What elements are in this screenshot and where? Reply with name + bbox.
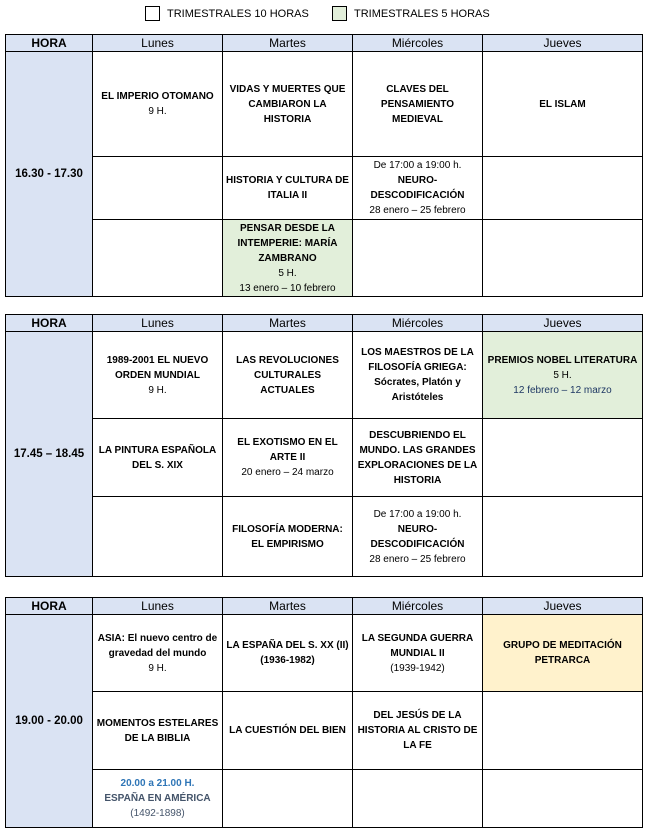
course-title: EL IMPERIO OTOMANO — [101, 91, 214, 102]
schedule-block-3 — [5, 597, 643, 828]
course-title: NEURO-DESCODIFICACIÓN — [370, 523, 465, 550]
header-jueves: Jueves — [483, 315, 643, 332]
legend-label-10h: TRIMESTRALES 10 HORAS — [167, 7, 309, 20]
course-cell — [353, 615, 483, 692]
table-row — [6, 220, 643, 297]
schedule-block-1 — [5, 34, 643, 297]
course-title: NEURO-DESCODIFICACIÓN — [370, 175, 465, 201]
course-title: LOS MAESTROS DE LA FILOSOFÍA GRIEGA: Sócrates, Platón y Aristóteles — [361, 347, 474, 403]
course-title: ESPAÑA EN AMÉRICA — [104, 793, 211, 804]
header-hora: HORA — [6, 35, 93, 52]
course-cell — [353, 52, 483, 157]
header-hora: HORA — [6, 315, 93, 332]
course-cell — [93, 770, 223, 828]
course-cell — [483, 615, 643, 692]
header-lunes: Lunes — [93, 35, 223, 52]
course-title: CLAVES DEL PENSAMIENTO MEDIEVAL — [380, 83, 455, 125]
course-title: LA CUESTIÓN DEL BIEN — [229, 725, 346, 736]
table-row — [6, 692, 643, 770]
empty-cell — [93, 497, 223, 577]
course-dates: 28 enero – 25 febrero — [369, 205, 466, 216]
empty-cell — [483, 692, 643, 770]
empty-cell — [353, 770, 483, 828]
course-title: HISTORIA Y CULTURA DE ITALIA II — [226, 175, 349, 201]
course-hours: 5 H. — [553, 369, 572, 381]
header-jueves: Jueves — [483, 598, 643, 615]
header-miercoles: Miércoles — [353, 35, 483, 52]
legend-swatch-white — [145, 6, 160, 21]
header-row — [6, 35, 643, 52]
course-title: 1989-2001 EL NUEVO ORDEN MUNDIAL — [106, 354, 209, 381]
course-cell — [223, 157, 353, 220]
course-cell — [483, 332, 643, 419]
course-cell — [93, 419, 223, 497]
course-cell — [353, 497, 483, 577]
table-row — [6, 770, 643, 828]
course-title: EL EXOTISMO EN EL ARTE II — [237, 437, 338, 463]
schedule-block-2 — [5, 314, 643, 577]
course-hours: 9 H. — [148, 106, 167, 117]
course-title: ASIA: El nuevo centro de gravedad del mundo — [97, 632, 218, 659]
course-title: MOMENTOS ESTELARES DE LA BIBLIA — [96, 717, 219, 744]
course-cell — [223, 220, 353, 297]
course-years: (1939-1942) — [390, 662, 445, 674]
course-title: LA ESPAÑA DEL S. XX (II) (1936-1982) — [226, 640, 349, 666]
empty-cell — [223, 770, 353, 828]
course-cell — [223, 615, 353, 692]
header-lunes: Lunes — [93, 598, 223, 615]
header-martes: Martes — [223, 315, 353, 332]
legend-label-5h: TRIMESTRALES 5 HORAS — [354, 7, 490, 20]
header-miercoles: Miércoles — [353, 315, 483, 332]
empty-cell — [483, 770, 643, 828]
course-cell — [353, 157, 483, 220]
course-cell — [223, 692, 353, 770]
legend-item-10h — [145, 6, 309, 21]
course-title: FILOSOFÍA MODERNA: EL EMPIRISMO — [232, 523, 343, 550]
course-cell — [483, 52, 643, 157]
course-title: PENSAR DESDE LA INTEMPERIE: MARÍA ZAMBRANO — [237, 222, 338, 264]
empty-cell — [93, 157, 223, 220]
empty-cell — [93, 220, 223, 297]
course-hours: 9 H. — [148, 384, 167, 396]
course-time: 20.00 a 21.00 H. — [120, 778, 195, 789]
course-title: LAS REVOLUCIONES CULTURALES ACTUALES — [236, 354, 339, 396]
course-dates: 13 enero – 10 febrero — [239, 282, 336, 294]
hour-cell: 19.00 - 20.00 — [6, 615, 93, 828]
course-title: GRUPO DE MEDITACIÓN PETRARCA — [503, 640, 622, 666]
course-cell — [353, 692, 483, 770]
header-row — [6, 315, 643, 332]
course-cell — [223, 332, 353, 419]
empty-cell — [353, 220, 483, 297]
course-title: VIDAS Y MUERTES QUE CAMBIARON LA HISTORIA — [229, 83, 346, 125]
header-hora: HORA — [6, 598, 93, 615]
course-time: De 17:00 a 19:00 h. — [373, 160, 462, 171]
course-title: EL ISLAM — [539, 98, 586, 110]
course-hours: 9 H. — [148, 662, 167, 674]
hour-cell: 17.45 – 18.45 — [6, 332, 93, 577]
course-cell — [223, 419, 353, 497]
course-cell — [223, 52, 353, 157]
table-row — [6, 157, 643, 220]
legend-swatch-green — [332, 6, 347, 21]
course-hours: 5 H. — [278, 267, 297, 279]
course-title: DEL JESÚS DE LA HISTORIA AL CRISTO DE LA FE — [357, 710, 478, 751]
course-years: (1492-1898) — [130, 808, 185, 819]
course-title: PREMIOS NOBEL LITERATURA — [487, 354, 638, 366]
course-cell — [93, 692, 223, 770]
course-dates: 20 enero – 24 marzo — [241, 467, 334, 478]
empty-cell — [483, 157, 643, 220]
course-cell — [353, 332, 483, 419]
legend-item-5h — [332, 6, 490, 21]
empty-cell — [483, 497, 643, 577]
course-cell — [223, 497, 353, 577]
course-title: DESCUBRIENDO EL MUNDO. LAS GRANDES EXPLORACIONES DE LA HISTORIA — [357, 429, 478, 486]
legend — [0, 6, 648, 24]
table-row — [6, 615, 643, 692]
header-jueves: Jueves — [483, 35, 643, 52]
course-cell — [93, 52, 223, 157]
course-cell — [93, 615, 223, 692]
course-dates: 12 febrero – 12 marzo — [513, 384, 612, 396]
empty-cell — [483, 220, 643, 297]
course-title: LA SEGUNDA GUERRA MUNDIAL II — [361, 632, 474, 659]
course-title: LA PINTURA ESPAÑOLA DEL S. XIX — [98, 444, 217, 471]
table-row — [6, 332, 643, 419]
empty-cell — [483, 419, 643, 497]
course-cell — [353, 419, 483, 497]
header-miercoles: Miércoles — [353, 598, 483, 615]
header-martes: Martes — [223, 35, 353, 52]
table-row — [6, 497, 643, 577]
hour-cell: 16.30 - 17.30 — [6, 52, 93, 297]
course-cell — [93, 332, 223, 419]
header-lunes: Lunes — [93, 315, 223, 332]
course-dates: 28 enero – 25 febrero — [369, 553, 466, 565]
header-martes: Martes — [223, 598, 353, 615]
course-time: De 17:00 a 19:00 h. — [373, 508, 462, 520]
header-row — [6, 598, 643, 615]
table-row — [6, 52, 643, 157]
table-row — [6, 419, 643, 497]
